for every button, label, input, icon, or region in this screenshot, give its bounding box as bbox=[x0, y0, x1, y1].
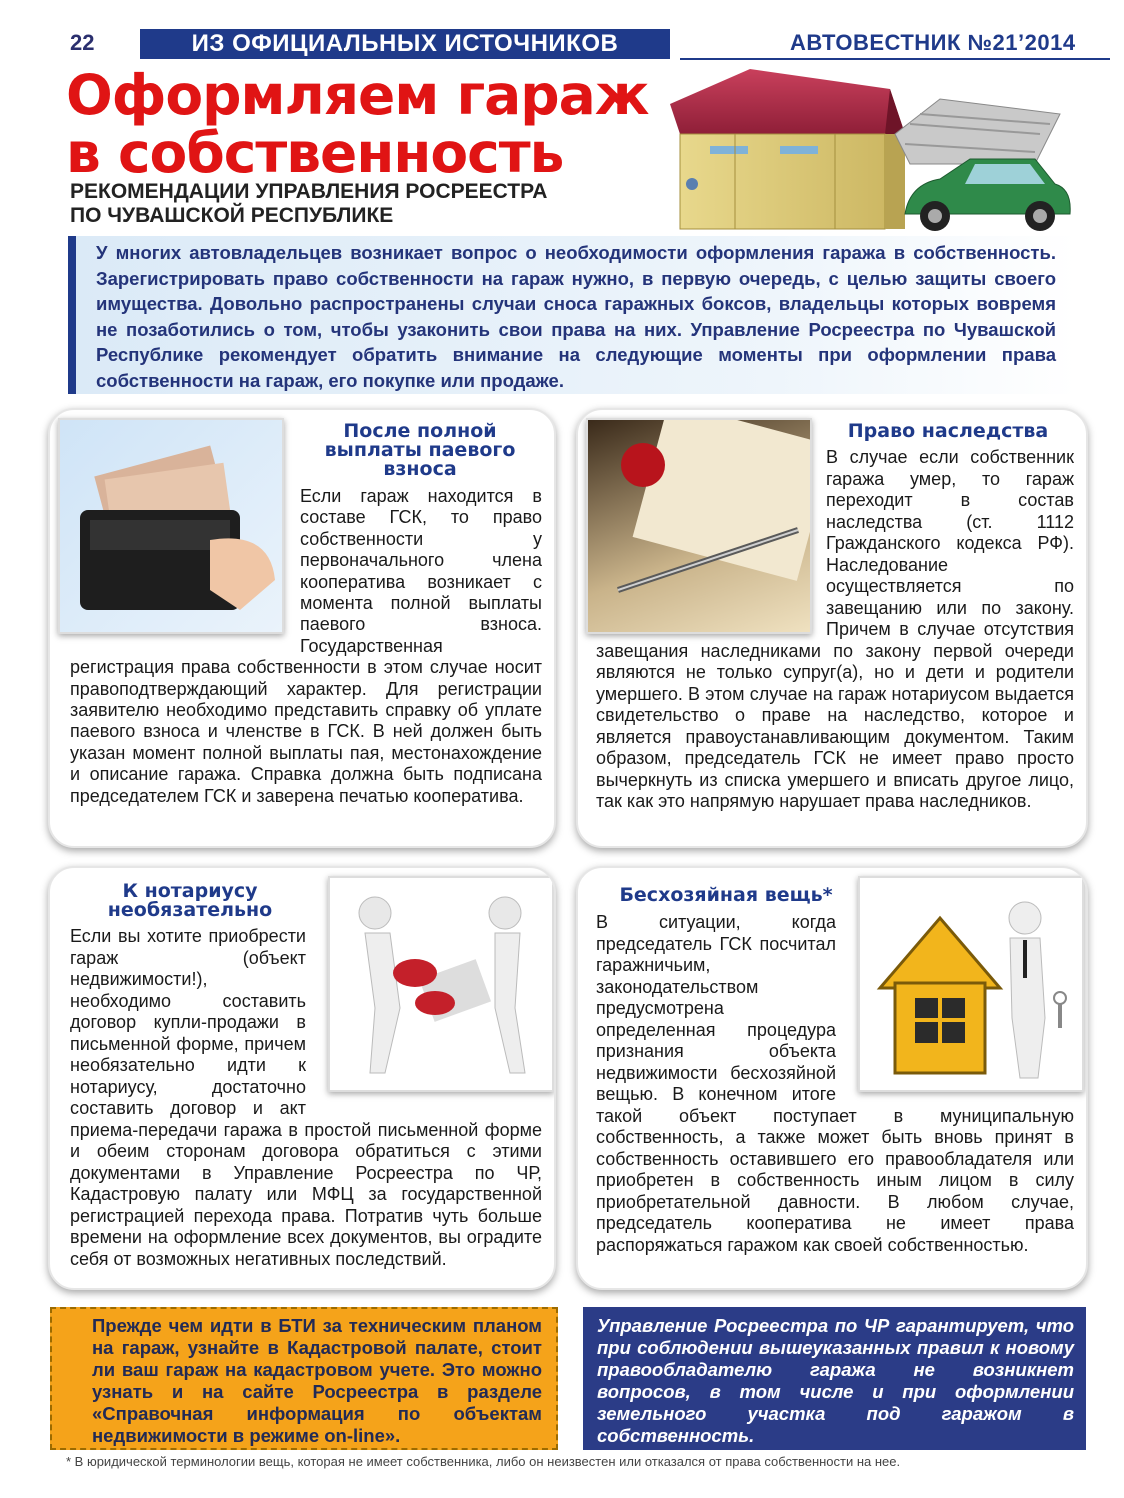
section-payment-text-wrap bbox=[70, 486, 542, 807]
subtitle-line-1: РЕКОМЕНДАЦИИ УПРАВЛЕНИЯ РОСРЕЕСТРА bbox=[70, 180, 548, 203]
garage-car-illustration bbox=[640, 64, 1080, 244]
section-inheritance-heading: Право наследства bbox=[847, 420, 1049, 442]
section-notary-text-wrap bbox=[70, 926, 542, 1270]
float-spacer bbox=[596, 447, 826, 639]
lead-paragraph: У многих автовладельцев возникает вопрос о необходимости оформления гаража в собственность. Зарегистрировать право собственности на гараж нужно, в первую очередь, с целью защиты своего имущества. Довольно распространены случаи сноса гаражных боксов, владельцы которых вовремя не позаботились о том, чтобы узаконить свои права на них. Управление Росреестра по Чувашской Республике рекомендует обратить внимание на следующие моменты при оформлении права собственности на гараж, его покупке или продаже. bbox=[96, 242, 1056, 391]
heading-line: взноса bbox=[383, 458, 457, 480]
section-ownerless-text-wrap bbox=[596, 912, 1074, 1256]
section-notary-box bbox=[48, 866, 556, 1290]
float-spacer bbox=[306, 926, 542, 1101]
section-inheritance-text: В случае если собственник гаража умер, то гараж переходит в состав наследства (ст. 1112 Гражданского кодекса РФ). Наследование осуществляется по завещанию или по закону. Причем в случае отсутствия завещания наследниками по закону первой очереди являются не только супруг(а), но и дети и родители умершего. В этом случае на гараж нотариусом выдается свидетельство о праве на наследство, которое и является правоустанавливающим документом. Таким образом, председатель ГСК не имеет право просто вычеркнуть из списка умершего и вписать другое лицо, так как это напрямую нарушает права наследников. bbox=[596, 447, 1074, 811]
section-notary-text: Если вы хотите приобрести гараж (объект недвижимости!), необходимо составить договор купли-продажи в письменной форме, причем необязательно идти к нотариусу, достаточно составить договор и акт приема-передачи гаража в простой письменной форме и обеим сторонам договора обратиться с этими документами в Управление Росреестра по ЧР, Кадастровую палату или МФЦ за государственной регистрацией перехода права. Потратив чуть больше времени на оформление всех документов, вы оградите себя от возможных негативных последствий. bbox=[70, 926, 542, 1269]
section-banner bbox=[140, 29, 670, 59]
heading-line: необязательно bbox=[107, 899, 273, 921]
section-notary-heading bbox=[70, 882, 310, 920]
section-ownerless-heading: Бесхозяйная вещь* bbox=[619, 884, 833, 906]
subtitle-line-2: ПО ЧУВАШСКОЙ РЕСПУБЛИКЕ bbox=[70, 204, 394, 227]
heading-line: После полной bbox=[343, 420, 497, 442]
section-payment-heading bbox=[300, 422, 540, 479]
callout-bti-text: Прежде чем идти в БТИ за техническим планом на гараж, узнайте в Кадастровой палате, стоит ли ваш гараж на кадастровом учете. Это можно узнать и на сайте Росреестра в разделе «Справочная информация по объектам недвижимости в режиме on-line». bbox=[92, 1315, 542, 1446]
heading-line: К нотариусу bbox=[122, 880, 258, 902]
article-subtitle bbox=[70, 180, 670, 228]
section-title: ИЗ ОФИЦИАЛЬНЫХ ИСТОЧНИКОВ bbox=[191, 30, 619, 57]
section-ownerless-box bbox=[576, 866, 1088, 1290]
header-rule bbox=[680, 58, 1110, 60]
callout-bti bbox=[50, 1307, 558, 1450]
footnote: * В юридической терминологии вещь, которая не имеет собственника, либо он неизвестен или отказался от права собственности на нее. bbox=[66, 1454, 901, 1469]
float-spacer bbox=[70, 486, 300, 636]
callout-guarantee-text: Управление Росреестра по ЧР гарантирует, что при соблюдении вышеуказанных правил к новому правообладателю гаража не возникнет вопросов, в том числе и при оформлении земельного участка под гаражом в собственность. bbox=[597, 1315, 1074, 1446]
section-inheritance-box bbox=[576, 408, 1088, 848]
title-line-1: Оформляем гараж bbox=[66, 63, 649, 127]
float-spacer bbox=[836, 912, 1074, 1098]
title-line-2: в собственность bbox=[66, 121, 564, 185]
section-ownerless-text: В ситуации, когда председатель ГСК посчитал гаражничьим, законодательством предусмотрена определенная процедура признания объекта недвижимости бесхозяйной вещью. В конечном итоге такой объект поступает в муниципальную собственность, а также может быть вновь принят в собственность оставившего его правообладателя или приобретен в собственность иным лицом в силу приобретательной давности. В любом случае, председатель кооператива не имеет права распоряжаться гаражом как своей собственностью. bbox=[596, 912, 1074, 1255]
section-inheritance-text-wrap bbox=[596, 447, 1074, 813]
section-payment-box bbox=[48, 408, 556, 848]
lead-paragraph-box bbox=[68, 236, 1076, 394]
page-number: 22 bbox=[70, 30, 95, 55]
heading-line: выплаты паевого bbox=[324, 439, 516, 461]
article-title bbox=[66, 63, 666, 185]
callout-guarantee bbox=[583, 1307, 1086, 1450]
issue-label: АВТОВЕСТНИК №21’2014 bbox=[790, 30, 1076, 55]
section-payment-text: Если гараж находится в составе ГСК, то право собственности у первоначального члена кооператива возникает с момента полной выплаты паевого взноса. Государственная регистрация права собственности в этом случае носит правоподтверждающий характер. Для регистрации заявителю необходимо представить справку об уплате паевого взноса и членстве в ГСК. В ней должен быть указан момент полной выплаты пая, местонахождение и описание гаража. Справка должна быть подписана председателем ГСК и заверена печатью кооператива. bbox=[70, 486, 542, 806]
